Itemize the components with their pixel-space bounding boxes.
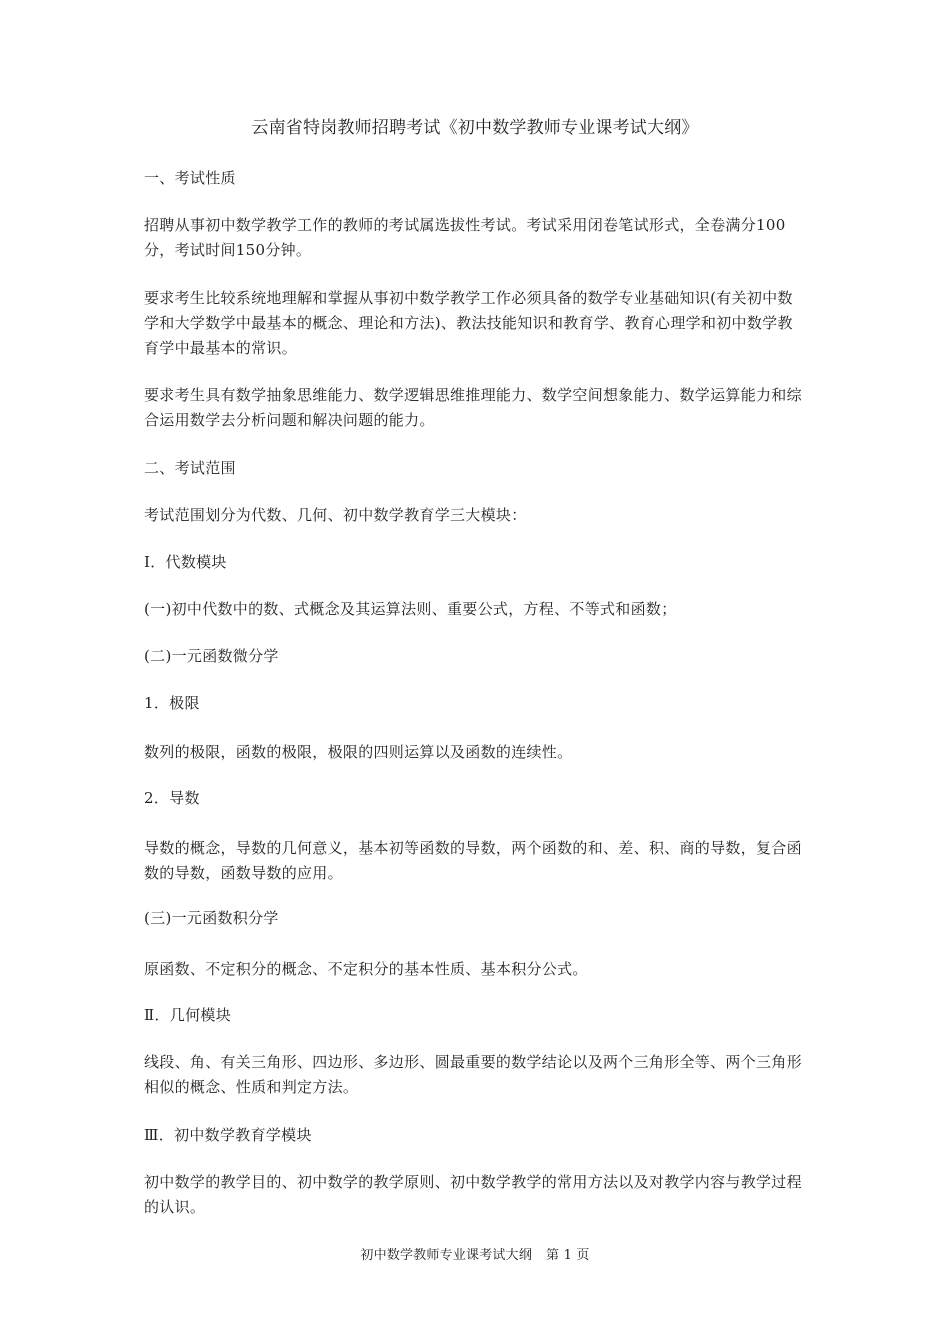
paragraph-math-education: 初中数学的教学目的、初中数学的教学原则、初中数学教学的常用方法以及对教学内容与教学过程的认识。 [144, 1173, 802, 1216]
module-heading-algebra: Ⅰ．代数模块 [144, 553, 227, 571]
subheading-limits: 1．极限 [144, 694, 200, 712]
paragraph-knowledge-requirements: 要求考生比较系统地理解和掌握从事初中数学教学工作必须具备的数学专业基础知识(有关初中数学和大学数学中最基本的概念、理论和方法)、教法技能知识和教育学、教育心理学和初中数学教育学中最基本的常识。 [144, 289, 793, 357]
item-integral-calculus: (三)一元函数积分学 [144, 909, 279, 927]
paragraph-exam-format: 招聘从事初中数学教学工作的教师的考试属选拔性考试。考试采用闭卷笔试形式，全卷满分100分，考试时间150分钟。 [144, 216, 786, 259]
footer-running-title: 初中数学教师专业课考试大纲 [360, 1248, 533, 1263]
footer-page-number: 第 1 页 [546, 1248, 590, 1263]
paragraph-ability-requirements: 要求考生具有数学抽象思维能力、数学逻辑思维推理能力、数学空间想象能力、数学运算能力和综合运用数学去分析问题和解决问题的能力。 [144, 386, 802, 429]
paragraph-integrals: 原函数、不定积分的概念、不定积分的基本性质、基本积分公式。 [144, 960, 588, 978]
paragraph-scope-modules: 考试范围划分为代数、几何、初中数学教育学三大模块： [144, 506, 527, 524]
module-heading-geometry: Ⅱ．几何模块 [144, 1006, 231, 1024]
subheading-derivatives: 2．导数 [144, 789, 200, 807]
item-differential-calculus: (二)一元函数微分学 [144, 647, 279, 665]
document-title: 云南省特岗教师招聘考试《初中数学教师专业课考试大纲》 [251, 118, 699, 138]
section-heading-exam-nature: 一、考试性质 [144, 169, 236, 187]
paragraph-geometry: 线段、角、有关三角形、四边形、多边形、圆最重要的数学结论以及两个三角形全等、两个三角形相似的概念、性质和判定方法。 [144, 1053, 802, 1096]
module-heading-math-education: Ⅲ．初中数学教育学模块 [144, 1126, 312, 1144]
paragraph-limits: 数列的极限，函数的极限，极限的四则运算以及函数的连续性。 [144, 743, 573, 761]
section-heading-exam-scope: 二、考试范围 [144, 459, 236, 477]
paragraph-derivatives: 导数的概念，导数的几何意义，基本初等函数的导数，两个函数的和、差、积、商的导数，复合函数的导数，函数导数的应用。 [144, 839, 802, 882]
page-footer [0, 1246, 950, 1266]
item-algebra-basics: (一)初中代数中的数、式概念及其运算法则、重要公式，方程、不等式和函数； [144, 600, 677, 618]
